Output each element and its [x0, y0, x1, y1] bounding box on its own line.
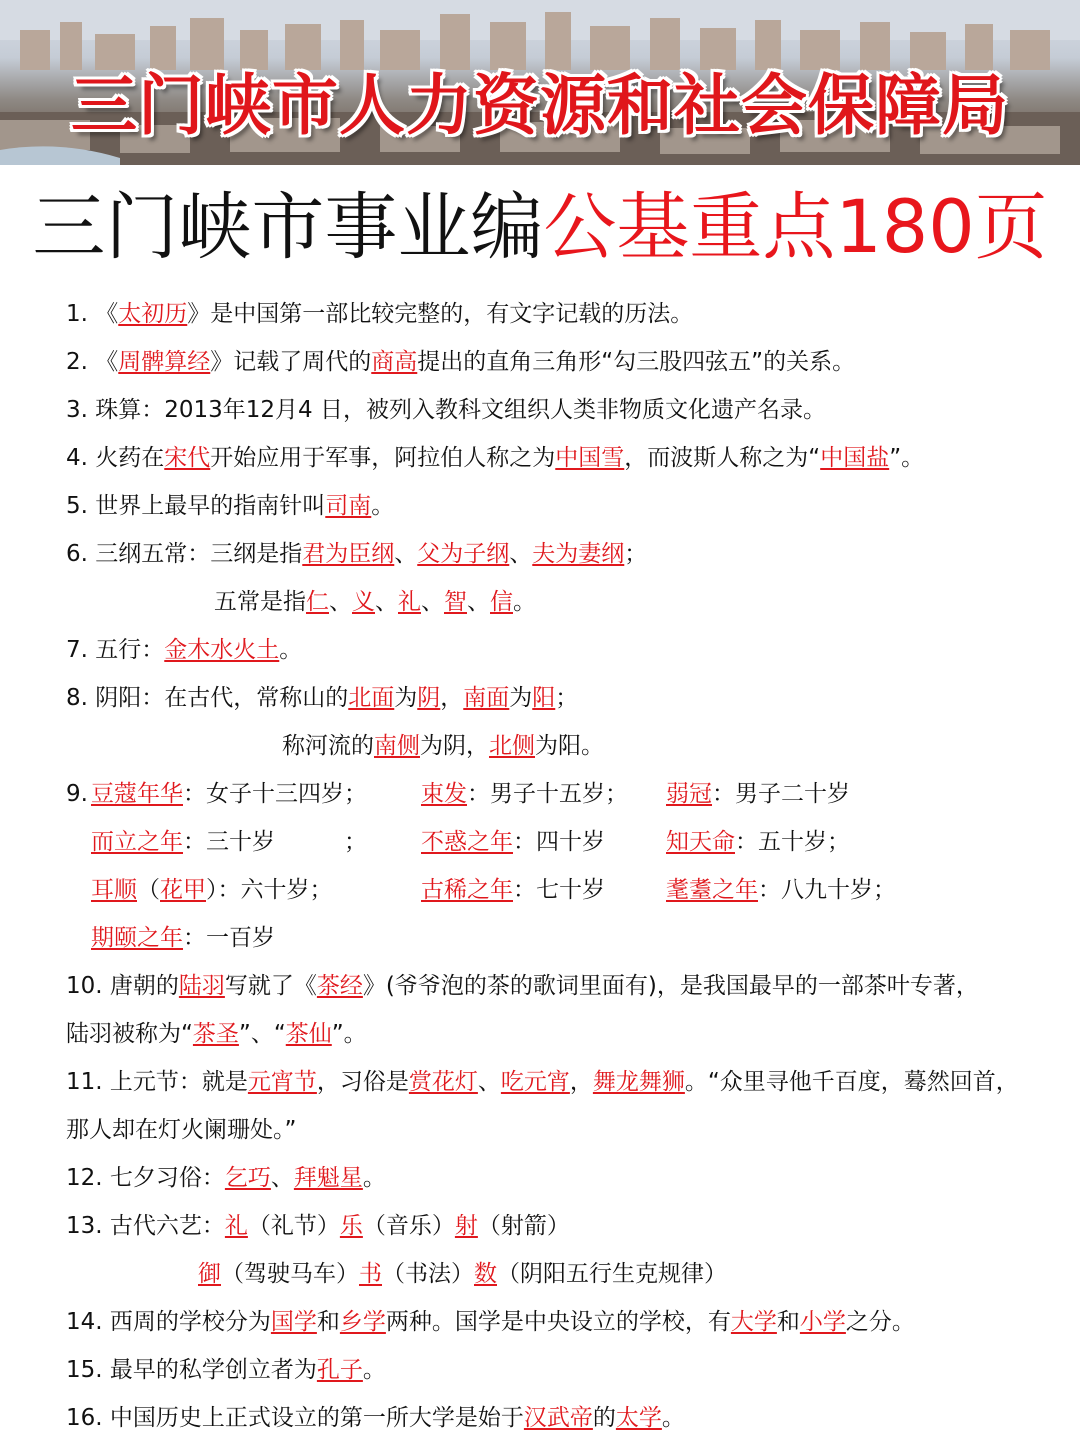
text-fragment: 。	[362, 1165, 386, 1191]
text-fragment: 和	[316, 1309, 340, 1335]
list-item	[66, 962, 1056, 1010]
list-item-age-terms-row-4	[66, 914, 1056, 962]
keyword: 赏花灯	[408, 1069, 478, 1095]
text-fragment: 1. 《	[66, 301, 119, 327]
keyword: 夫为妻纲	[532, 541, 625, 567]
keyword: 大学	[730, 1309, 777, 1335]
keyword: 茶仙	[285, 1021, 332, 1047]
text-fragment: 5. 世界上最早的指南针叫	[66, 493, 326, 519]
list-item-continuation	[66, 1250, 1056, 1298]
keyword: 国学	[270, 1309, 317, 1335]
keyword: 宋代	[164, 445, 211, 471]
text-fragment: 9.	[66, 781, 88, 807]
keyword: 乞巧	[224, 1165, 271, 1191]
keyword: 义	[352, 589, 375, 615]
text-fragment: 13. 古代六艺：	[66, 1213, 225, 1239]
keyword: 信	[490, 589, 513, 615]
text-fragment: 11. 上元节：就是	[66, 1069, 248, 1095]
text-fragment: ：八九十岁；	[758, 877, 896, 903]
keyword: 太初历	[118, 301, 188, 327]
page-title	[0, 178, 1080, 278]
text-fragment: ）：六十岁；	[206, 877, 333, 903]
text-fragment: （书法）	[382, 1261, 474, 1287]
text-fragment: 两种。国学是中央设立的学校，有	[385, 1309, 731, 1335]
text-fragment: ：七十岁	[513, 877, 605, 903]
text-fragment: 称河流的	[282, 733, 374, 759]
text-fragment: 、	[467, 589, 490, 615]
text-fragment: 》记载了周代的	[210, 349, 372, 375]
keyword: 古稀之年	[421, 877, 513, 903]
text-fragment: ：三十岁 ；	[183, 829, 367, 855]
text-fragment: 》(爷爷泡的茶的歌词里面有)，是我国最早的一部茶叶专著，	[362, 973, 979, 999]
text-fragment: ”、“	[238, 1021, 286, 1047]
text-fragment: 、	[329, 589, 352, 615]
keyword: 吃元宵	[500, 1069, 570, 1095]
text-fragment: ：一百岁	[183, 925, 275, 951]
text-fragment: 8. 阴阳：在古代，常称山的	[66, 685, 349, 711]
age-term-cell	[91, 914, 275, 962]
text-fragment: （射箭）	[477, 1213, 570, 1239]
text-fragment: （阴阳五行生克规律）	[497, 1261, 727, 1287]
text-fragment: 提出的直角三角形“勾三股四弦五”的关系。	[417, 349, 856, 375]
list-item-continuation	[66, 578, 1056, 626]
keyword: 仁	[306, 589, 329, 615]
text-fragment: 、	[509, 541, 533, 567]
text-fragment: ”。	[889, 445, 925, 471]
text-fragment: 那人却在灯火阑珊处。”	[66, 1117, 297, 1143]
keyword: 期颐之年	[91, 925, 183, 951]
keyword: 拜魁星	[293, 1165, 363, 1191]
keyword: 北侧	[489, 733, 535, 759]
list-item	[66, 1154, 1056, 1202]
keyword: 而立之年	[91, 829, 183, 855]
keyword: 乡学	[339, 1309, 386, 1335]
keyword: 中国盐	[820, 445, 890, 471]
keyword: 花甲	[160, 877, 206, 903]
keyword: 礼	[224, 1213, 248, 1239]
keyword: 阴	[417, 685, 441, 711]
text-fragment: 10. 唐朝的	[66, 973, 179, 999]
keyword: 太学	[615, 1405, 662, 1431]
keyword: 元宵节	[247, 1069, 317, 1095]
text-fragment: 、	[270, 1165, 294, 1191]
text-fragment: 、	[375, 589, 398, 615]
list-item	[66, 482, 1056, 530]
age-term-cell	[421, 866, 605, 914]
list-item	[66, 386, 1056, 434]
text-fragment: ，	[569, 1069, 593, 1095]
text-fragment: 五常是指	[214, 589, 306, 615]
keyword: 君为臣纲	[302, 541, 395, 567]
keyword: 知天命	[666, 829, 735, 855]
text-fragment: 开始应用于军事，阿拉伯人称之为	[210, 445, 556, 471]
text-fragment: 为阳。	[535, 733, 604, 759]
list-item	[66, 290, 1056, 338]
text-fragment: 的	[592, 1405, 616, 1431]
keyword: 数	[474, 1261, 497, 1287]
text-fragment: ：男子十五岁；	[467, 781, 628, 807]
keyword: 弱冠	[666, 781, 712, 807]
text-fragment: ：五十岁；	[735, 829, 850, 855]
text-fragment: 4. 火药在	[66, 445, 165, 471]
text-fragment: 。	[371, 493, 395, 519]
text-fragment: 写就了《	[224, 973, 317, 999]
keyword: 耄耋之年	[666, 877, 758, 903]
age-term-cell	[421, 770, 628, 818]
text-fragment: 为	[394, 685, 418, 711]
keyword: 父为子纲	[417, 541, 510, 567]
keyword: 南面	[463, 685, 510, 711]
list-item	[66, 434, 1056, 482]
text-fragment: 》是中国第一部比较完整的，有文字记载的历法。	[187, 301, 694, 327]
keyword: 不惑之年	[421, 829, 513, 855]
list-item-continuation	[66, 722, 1056, 770]
list-item-age-terms-row-3	[66, 866, 1056, 914]
list-item	[66, 1346, 1056, 1394]
keyword: 射	[454, 1213, 478, 1239]
text-fragment: 之分。	[845, 1309, 915, 1335]
list-item	[66, 674, 1056, 722]
text-fragment: 6. 三纲五常：三纲是指	[66, 541, 303, 567]
keyword: 陆羽	[178, 973, 225, 999]
text-fragment: ”。	[331, 1021, 367, 1047]
text-fragment: 陆羽被称为“	[66, 1021, 193, 1047]
list-item-age-terms-row-2	[66, 818, 1056, 866]
text-fragment: 、	[421, 589, 444, 615]
list-item	[66, 1394, 1056, 1442]
title-black: 三门峡市事业编	[32, 185, 544, 270]
header-banner	[0, 0, 1080, 165]
keyword: 乐	[339, 1213, 363, 1239]
text-fragment: （	[137, 877, 160, 903]
age-term-cell	[91, 770, 367, 818]
text-fragment: 。	[513, 589, 536, 615]
keyword: 耳顺	[91, 877, 137, 903]
text-fragment: ，而波斯人称之为“	[624, 445, 821, 471]
keyword: 金木水火土	[164, 637, 280, 663]
age-term-cell	[666, 770, 850, 818]
text-fragment: 16. 中国历史上正式设立的第一所大学是始于	[66, 1405, 524, 1431]
text-fragment: （音乐）	[362, 1213, 455, 1239]
notes-list	[66, 290, 1056, 1442]
text-fragment: ，	[440, 685, 464, 711]
banner-title: 三门峡市人力资源和社会保障局	[71, 67, 1009, 144]
age-term-cell	[91, 866, 333, 914]
keyword: 豆蔻年华	[91, 781, 183, 807]
text-fragment: ：男子二十岁	[712, 781, 850, 807]
list-item-continuation	[66, 1010, 1056, 1058]
keyword: 礼	[398, 589, 421, 615]
keyword: 茶经	[316, 973, 363, 999]
keyword: 舞龙舞狮	[592, 1069, 685, 1095]
keyword: 御	[198, 1261, 221, 1287]
keyword: 束发	[421, 781, 467, 807]
text-fragment: 。	[661, 1405, 685, 1431]
list-item-continuation	[66, 1106, 1056, 1154]
text-fragment: 15. 最早的私学创立者为	[66, 1357, 317, 1383]
keyword: 阳	[532, 685, 556, 711]
keyword: 商高	[371, 349, 418, 375]
keyword: 南侧	[374, 733, 420, 759]
keyword: 孔子	[316, 1357, 363, 1383]
text-fragment: （礼节）	[247, 1213, 340, 1239]
text-fragment: 12. 七夕习俗：	[66, 1165, 225, 1191]
list-item	[66, 1058, 1056, 1106]
keyword: 汉武帝	[523, 1405, 593, 1431]
title-red: 公基重点180页	[543, 185, 1048, 270]
text-fragment: 为	[509, 685, 533, 711]
keyword: 司南	[325, 493, 372, 519]
keyword: 周髀算经	[118, 349, 211, 375]
text-fragment: 14. 西周的学校分为	[66, 1309, 271, 1335]
keyword: 智	[444, 589, 467, 615]
keyword: 北面	[348, 685, 395, 711]
text-fragment: ：四十岁	[513, 829, 605, 855]
text-fragment: 7. 五行：	[66, 637, 165, 663]
list-item	[66, 1298, 1056, 1346]
text-fragment: ；	[624, 541, 648, 567]
text-fragment: （驾驶马车）	[221, 1261, 359, 1287]
text-fragment: 。“众里寻他千百度，蓦然回首，	[684, 1069, 1019, 1095]
age-term-cell	[666, 818, 850, 866]
age-term-cell	[91, 818, 367, 866]
keyword: 中国雪	[555, 445, 625, 471]
text-fragment: 为阴，	[420, 733, 489, 759]
text-fragment: 。	[362, 1357, 386, 1383]
text-fragment: 、	[477, 1069, 501, 1095]
list-item	[66, 338, 1056, 386]
list-item	[66, 530, 1056, 578]
age-term-cell	[666, 866, 896, 914]
text-fragment: 3. 珠算：2013年12月4 日，被列入教科文组织人类非物质文化遗产名录。	[66, 397, 826, 423]
keyword: 书	[359, 1261, 382, 1287]
keyword: 小学	[799, 1309, 846, 1335]
keyword: 茶圣	[192, 1021, 239, 1047]
list-item	[66, 626, 1056, 674]
text-fragment: 和	[776, 1309, 800, 1335]
age-term-cell	[421, 818, 605, 866]
list-item-age-terms-row-1	[66, 770, 1056, 818]
list-item	[66, 1202, 1056, 1250]
text-fragment: ；	[555, 685, 579, 711]
text-fragment: 。	[279, 637, 303, 663]
text-fragment: ，习俗是	[316, 1069, 409, 1095]
text-fragment: 2. 《	[66, 349, 119, 375]
text-fragment: 、	[394, 541, 418, 567]
text-fragment: ：女子十三四岁；	[183, 781, 367, 807]
